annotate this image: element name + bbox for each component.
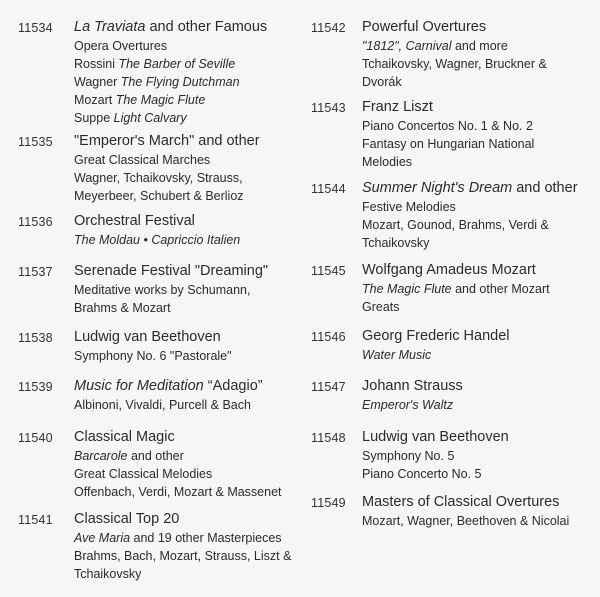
entry-line: Ave Maria and 19 other Masterpieces <box>74 531 282 545</box>
entry-title: Masters of Classical Overtures <box>362 494 560 510</box>
catalog-number: 11538 <box>18 331 53 345</box>
entry-line: Tchaikovsky <box>74 567 142 581</box>
entry-title: Orchestral Festival <box>74 213 195 229</box>
entry-line: Barcarole and other <box>74 449 184 463</box>
catalog-number: 11535 <box>18 135 53 149</box>
entry-title: Ludwig van Beethoven <box>74 329 221 345</box>
entry-title: Franz Liszt <box>362 99 433 115</box>
catalog-number: 11540 <box>18 431 53 445</box>
entry-line: Piano Concertos No. 1 & No. 2 <box>362 119 533 133</box>
catalog-number: 11546 <box>311 330 346 344</box>
entry-line: Greats <box>362 300 400 314</box>
entry-line: Tchaikovsky, Wagner, Bruckner & <box>362 57 547 71</box>
entry-title: Powerful Overtures <box>362 19 487 35</box>
entry-title: La Traviata and other Famous <box>74 19 268 35</box>
entry-line: Offenbach, Verdi, Mozart & Massenet <box>74 485 282 499</box>
entry-line: Emperor's Waltz <box>362 398 454 412</box>
entry-title: Georg Frederic Handel <box>362 328 510 344</box>
entry-line: Albinoni, Vivaldi, Purcell & Bach <box>74 398 251 412</box>
entry-line: Mozart, Wagner, Beethoven & Nicolai <box>362 514 570 528</box>
catalog-number: 11545 <box>311 264 346 278</box>
entry-line: Piano Concerto No. 5 <box>362 467 482 481</box>
entry-title: Classical Magic <box>74 429 175 445</box>
entry-line: Tchaikovsky <box>362 236 430 250</box>
entry-line: Rossini The Barber of Seville <box>74 57 236 71</box>
entry-title: Classical Top 20 <box>74 511 180 527</box>
entry-title: Ludwig van Beethoven <box>362 429 509 445</box>
entry-line: Opera Overtures <box>74 39 168 53</box>
catalog-number: 11543 <box>311 101 346 115</box>
entry-line: The Magic Flute and other Mozart <box>362 282 550 296</box>
catalog-number: 11537 <box>18 265 53 279</box>
catalog-number: 11544 <box>311 182 346 196</box>
entry-line: Dvorák <box>362 75 402 89</box>
entry-line: The Moldau • Capriccio Italien <box>74 233 241 247</box>
entry-line: Wagner, Tchaikovsky, Strauss, <box>74 171 243 185</box>
catalog-number: 11548 <box>311 431 346 445</box>
entry-line: Suppe Light Calvary <box>74 111 187 125</box>
catalog-number: 11534 <box>18 21 53 35</box>
catalog-number: 11547 <box>311 380 346 394</box>
catalog-number: 11542 <box>311 21 346 35</box>
entry-line: Meyerbeer, Schubert & Berlioz <box>74 189 244 203</box>
entry-title: "Emperor's March" and other <box>74 133 260 149</box>
entry-title: Summer Night's Dream and other <box>362 180 578 196</box>
entry-line: Festive Melodies <box>362 200 456 214</box>
entry-line: Brahms, Bach, Mozart, Strauss, Liszt & <box>74 549 292 563</box>
entry-title: Wolfgang Amadeus Mozart <box>362 262 536 278</box>
catalog-number: 11539 <box>18 380 53 394</box>
entry-line: Wagner The Flying Dutchman <box>74 75 240 89</box>
entry-line: Great Classical Marches <box>74 153 211 167</box>
entry-line: "1812", Carnival and more <box>362 39 508 53</box>
entry-line: Melodies <box>362 155 413 169</box>
catalog-number: 11541 <box>18 513 53 527</box>
catalog-number: 11536 <box>18 215 53 229</box>
entry-line: Symphony No. 6 "Pastorale" <box>74 349 232 363</box>
catalog-number: 11549 <box>311 496 346 510</box>
entry-line: Meditative works by Schumann, <box>74 283 251 297</box>
entry-line: Symphony No. 5 <box>362 449 455 463</box>
entry-line: Mozart, Gounod, Brahms, Verdi & <box>362 218 549 232</box>
entry-title: Johann Strauss <box>362 378 463 394</box>
entry-line: Fantasy on Hungarian National <box>362 137 535 151</box>
entry-line: Mozart The Magic Flute <box>74 93 206 107</box>
entry-title: Music for Meditation “Adagio” <box>74 378 263 394</box>
entry-line: Brahms & Mozart <box>74 301 171 315</box>
entry-title: Serenade Festival "Dreaming" <box>74 263 269 279</box>
entry-line: Great Classical Melodies <box>74 467 213 481</box>
entry-line: Water Music <box>362 348 432 362</box>
